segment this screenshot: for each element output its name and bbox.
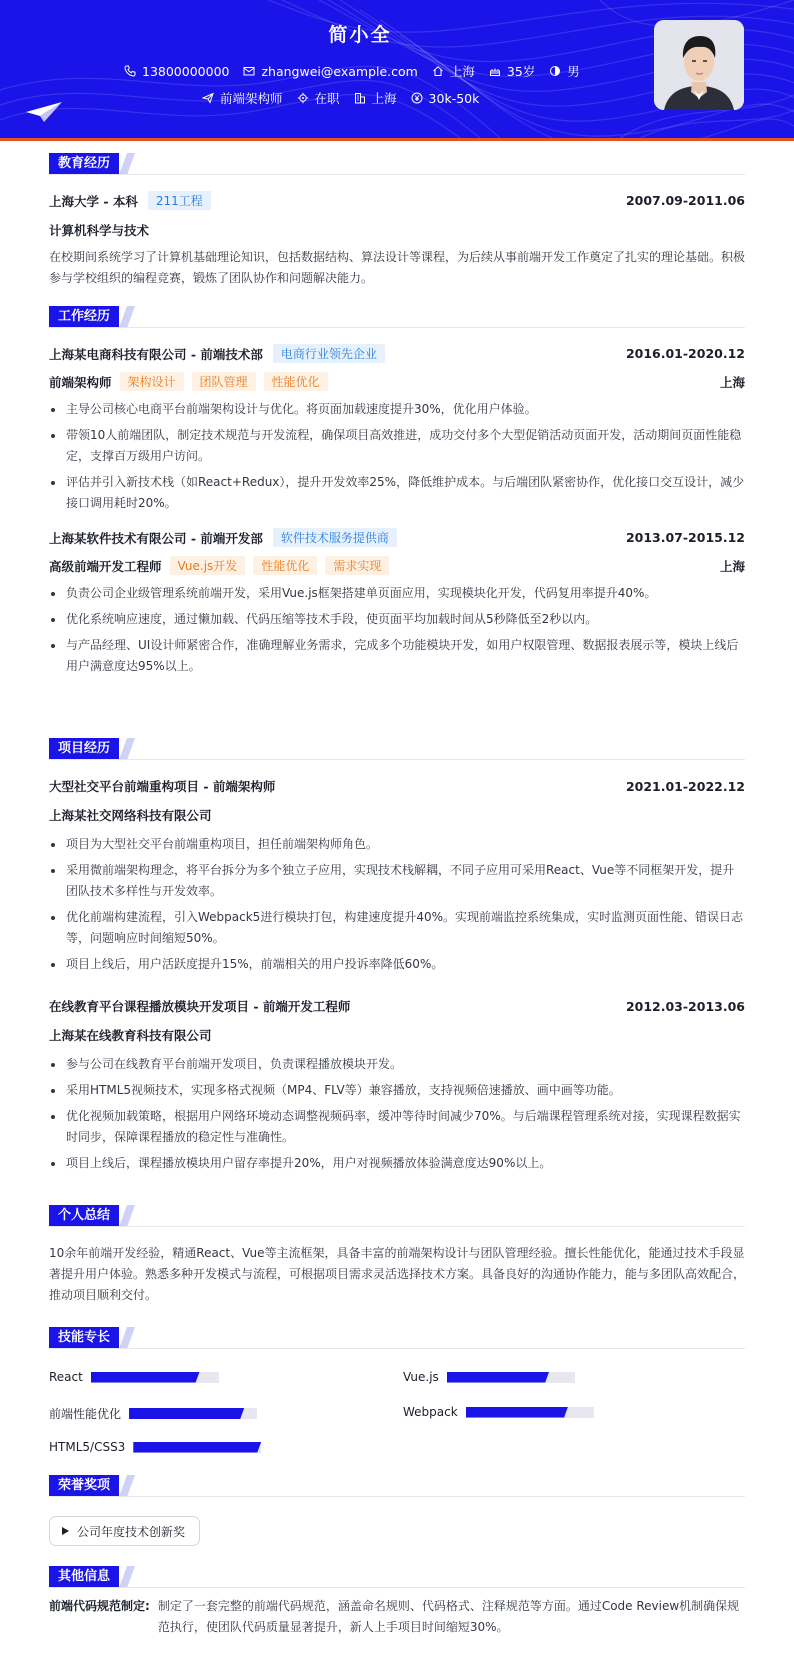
project-1-header <box>49 777 745 795</box>
work-date: 2013.07-2015.12 <box>625 530 745 545</box>
section-label: 个人总结 <box>49 1205 119 1227</box>
status-text: 在职 <box>314 91 340 106</box>
award-item[interactable] <box>49 1516 200 1546</box>
section-skills-title <box>49 1327 131 1349</box>
section-projects-title <box>49 738 131 760</box>
skill-name: Vue.js <box>403 1370 439 1384</box>
section-label: 工作经历 <box>49 306 119 328</box>
title-decoration <box>119 306 135 328</box>
title-decoration <box>119 1327 135 1349</box>
section-other-title <box>49 1566 131 1588</box>
skill-tag: Vue.js开发 <box>170 556 246 575</box>
work-2-bullets <box>49 583 745 682</box>
skill-bar <box>133 1442 261 1453</box>
age-item <box>489 62 535 80</box>
skill-name: Webpack <box>403 1405 458 1419</box>
list-item: 负责公司企业级管理系统前端开发，采用Vue.js框架搭建单页面应用，实现模块化开发，代码复用率提升40%。 <box>49 583 745 604</box>
salary-text: 30k-50k <box>428 90 480 106</box>
section-label: 项目经历 <box>49 738 119 760</box>
title-decoration <box>119 153 135 175</box>
skill-tag: 架构设计 <box>120 372 184 391</box>
work-date: 2016.01-2020.12 <box>625 346 745 361</box>
avatar-photo <box>654 20 744 110</box>
skill-bar <box>447 1372 575 1383</box>
salary-item <box>411 91 480 106</box>
skill-item <box>49 1405 257 1422</box>
section-education-title <box>49 153 131 175</box>
list-item: 优化前端构建流程，引入Webpack5进行模块打包，构建速度提升40%。实现前端监控系统集成，实时监测页面性能、错误日志等，问题响应时间缩短50%。 <box>49 907 745 949</box>
skill-item <box>49 1370 219 1384</box>
section-divider <box>49 1496 745 1497</box>
skill-bar-fill <box>133 1442 261 1453</box>
city-item <box>354 89 397 107</box>
list-item: 评估并引入新技术栈（如React+Redux），提升开发效率25%，降低维护成本。与后端团队紧密协作，优化接口交互设计，减少接口调用耗时20%。 <box>49 472 745 514</box>
skill-bar <box>91 1372 219 1383</box>
city-text: 上海 <box>371 91 397 106</box>
gender-text: 男 <box>567 64 580 79</box>
list-item: 项目上线后，用户活跃度提升15%，前端相关的用户投诉率降低60%。 <box>49 954 745 975</box>
candidate-name: 简小全 <box>328 24 392 46</box>
section-label: 技能专长 <box>49 1327 119 1349</box>
section-divider <box>49 1226 745 1227</box>
status-gear-icon <box>297 92 309 104</box>
gender-icon <box>549 65 561 77</box>
list-item: 采用微前端架构理念，将平台拆分为多个独立子应用，实现技术栈解耦，不同子应用可采用React、Vue等不同框架开发，提升团队技术多样性与开发效率。 <box>49 860 745 902</box>
phone-icon <box>124 65 136 77</box>
skill-bar-fill <box>466 1407 568 1418</box>
project-name: 大型社交平台前端重构项目 - 前端架构师 <box>49 779 276 794</box>
work-1-header <box>49 344 745 363</box>
project-company: 上海某在线教育科技有限公司 <box>49 1028 212 1043</box>
title-decoration <box>119 738 135 760</box>
skill-bar <box>129 1408 257 1419</box>
award-name: 公司年度技术创新奖 <box>77 1524 186 1539</box>
skill-tag: 性能优化 <box>264 372 328 391</box>
education-description: 在校期间系统学习了计算机基础理论知识，包括数据结构、算法设计等课程，为后续从事前端开发工作奠定了扎实的理论基础。积极参与学校组织的编程竞赛，锻炼了团队协作和问题解决能力。 <box>49 250 746 285</box>
skill-item <box>403 1370 575 1384</box>
building-icon <box>354 92 366 104</box>
skill-name: HTML5/CSS3 <box>49 1440 126 1454</box>
section-summary-title <box>49 1205 131 1227</box>
cake-icon <box>489 65 501 77</box>
location-text: 上海 <box>449 64 475 79</box>
title-decoration <box>119 1205 135 1227</box>
job-title: 高级前端开发工程师 <box>49 558 162 574</box>
job-row <box>202 89 493 107</box>
list-item: 优化系统响应速度，通过懒加载、代码压缩等技术手段，使页面平均加载时间从5秒降低至2秒以内。 <box>49 609 745 630</box>
mail-icon <box>243 65 255 77</box>
education-major-row <box>49 221 745 239</box>
skill-item <box>49 1440 261 1454</box>
other-info-text: 制定了一套完整的前端代码规范，涵盖命名规则、代码格式、注释规范等方面。通过Code Review机制确保规范执行，使团队代码质量显著提升，新人上手项目时间缩短30%。 <box>157 1599 740 1634</box>
list-item: 主导公司核心电商平台前端架构设计与优化。将页面加载速度提升30%，优化用户体验。 <box>49 399 745 420</box>
list-item: 采用HTML5视频技术，实现多格式视频（MP4、FLV等）兼容播放，支持视频倍速播放、画中画等功能。 <box>49 1080 745 1101</box>
list-item: 项目上线后，课程播放模块用户留存率提升20%，用户对视频播放体验满意度达90%以上。 <box>49 1153 745 1174</box>
project-company: 上海某社交网络科技有限公司 <box>49 808 212 823</box>
section-divider <box>49 174 745 175</box>
project-2-header <box>49 997 745 1015</box>
resume-header <box>0 0 794 138</box>
education-header <box>49 191 745 210</box>
skill-bar-fill <box>129 1408 244 1419</box>
send-icon <box>202 92 214 104</box>
skill-bar-fill <box>91 1372 200 1383</box>
play-triangle-icon <box>62 1527 69 1535</box>
section-divider <box>49 1348 745 1349</box>
list-item: 参与公司在线教育平台前端开发项目，负责课程播放模块开发。 <box>49 1054 745 1075</box>
skill-name: 前端性能优化 <box>49 1407 122 1421</box>
skill-tag: 性能优化 <box>253 556 317 575</box>
gender-item <box>549 62 580 80</box>
work-2-header <box>49 528 745 547</box>
project-date: 2012.03-2013.06 <box>625 998 745 1014</box>
list-item: 优化视频加载策略，根据用户网络环境动态调整视频码率，缓冲等待时间减少70%。与后端课程管理系统对接，实现课程数据实时同步，保障课程播放的稳定性与准确性。 <box>49 1106 745 1148</box>
header-accent-line <box>0 138 794 141</box>
other-info-item <box>49 1596 745 1638</box>
list-item: 项目为大型社交平台前端重构项目，担任前端架构师角色。 <box>49 834 745 855</box>
school-name: 上海大学 - 本科 <box>49 193 138 209</box>
position-item <box>202 89 283 107</box>
status-item <box>297 89 340 107</box>
other-info-label: 前端代码规范制定: <box>49 1599 150 1613</box>
list-item: 带领10人前端团队，制定技术规范与开发流程，确保项目高效推进，成功交付多个大型促销活动页面开发，活动期间页面性能稳定，支撑百万级用户访问。 <box>49 425 745 467</box>
project-date: 2021.01-2022.12 <box>625 778 745 794</box>
skill-bar <box>466 1407 594 1418</box>
company-name: 上海某软件技术有限公司 - 前端开发部 <box>49 530 263 546</box>
project-2-bullets <box>49 1054 745 1179</box>
title-decoration <box>119 1566 135 1588</box>
work-city: 上海 <box>719 558 745 574</box>
section-work-title <box>49 306 131 328</box>
skill-name: React <box>49 1370 83 1384</box>
position-text: 前端架构师 <box>220 91 283 106</box>
section-divider <box>49 1587 745 1588</box>
section-divider <box>49 759 745 760</box>
email-text: zhangwei@example.com <box>261 63 418 79</box>
company-name: 上海某电商科技有限公司 - 前端技术部 <box>49 346 263 362</box>
location-item <box>432 62 475 80</box>
home-icon <box>432 65 444 77</box>
work-1-role <box>49 372 745 391</box>
project-2-company-row <box>49 1026 745 1044</box>
job-title: 前端架构师 <box>49 374 112 390</box>
company-tag: 软件技术服务提供商 <box>273 528 397 547</box>
section-label: 教育经历 <box>49 153 119 175</box>
summary-text: 10余年前端开发经验，精通React、Vue等主流框架，具备丰富的前端架构设计与团队管理经验。擅长性能优化，能通过技术手段显著提升用户体验。熟悉多种开发模式与流程，可根据项目需求灵活选择技术方案。具备良好的沟通协作能力，能与多团队高效配合，推动项目顺利交付。 <box>49 1246 746 1302</box>
list-item: 与产品经理、UI设计师紧密合作，准确理解业务需求，完成多个功能模块开发，如用户权限管理、数据报表展示等，模块上线后用户满意度达95%以上。 <box>49 635 745 677</box>
money-icon <box>411 92 423 104</box>
project-1-bullets <box>49 834 745 980</box>
section-label: 荣誉奖项 <box>49 1475 119 1497</box>
section-divider <box>49 327 745 328</box>
work-1-bullets <box>49 399 745 519</box>
skill-tag: 团队管理 <box>192 372 256 391</box>
age-text: 35岁 <box>506 64 536 79</box>
contact-row <box>124 62 594 80</box>
project-1-company-row <box>49 806 745 824</box>
major-name: 计算机科学与技术 <box>49 223 150 238</box>
school-tag: 211工程 <box>148 191 211 210</box>
education-date: 2007.09-2011.06 <box>625 193 745 208</box>
paper-plane-icon <box>24 100 64 124</box>
title-decoration <box>119 1475 135 1497</box>
skill-tag: 需求实现 <box>325 556 389 575</box>
phone-text: 13800000000 <box>142 63 230 79</box>
email-item <box>243 64 417 79</box>
section-honors-title <box>49 1475 131 1497</box>
work-2-role <box>49 556 745 575</box>
company-tag: 电商行业领先企业 <box>273 344 385 363</box>
work-city: 上海 <box>719 374 745 390</box>
section-label: 其他信息 <box>49 1566 119 1588</box>
phone-item <box>124 64 229 79</box>
skill-bar-fill <box>447 1372 549 1383</box>
skill-item <box>403 1405 594 1419</box>
project-name: 在线教育平台课程播放模块开发项目 - 前端开发工程师 <box>49 999 351 1014</box>
